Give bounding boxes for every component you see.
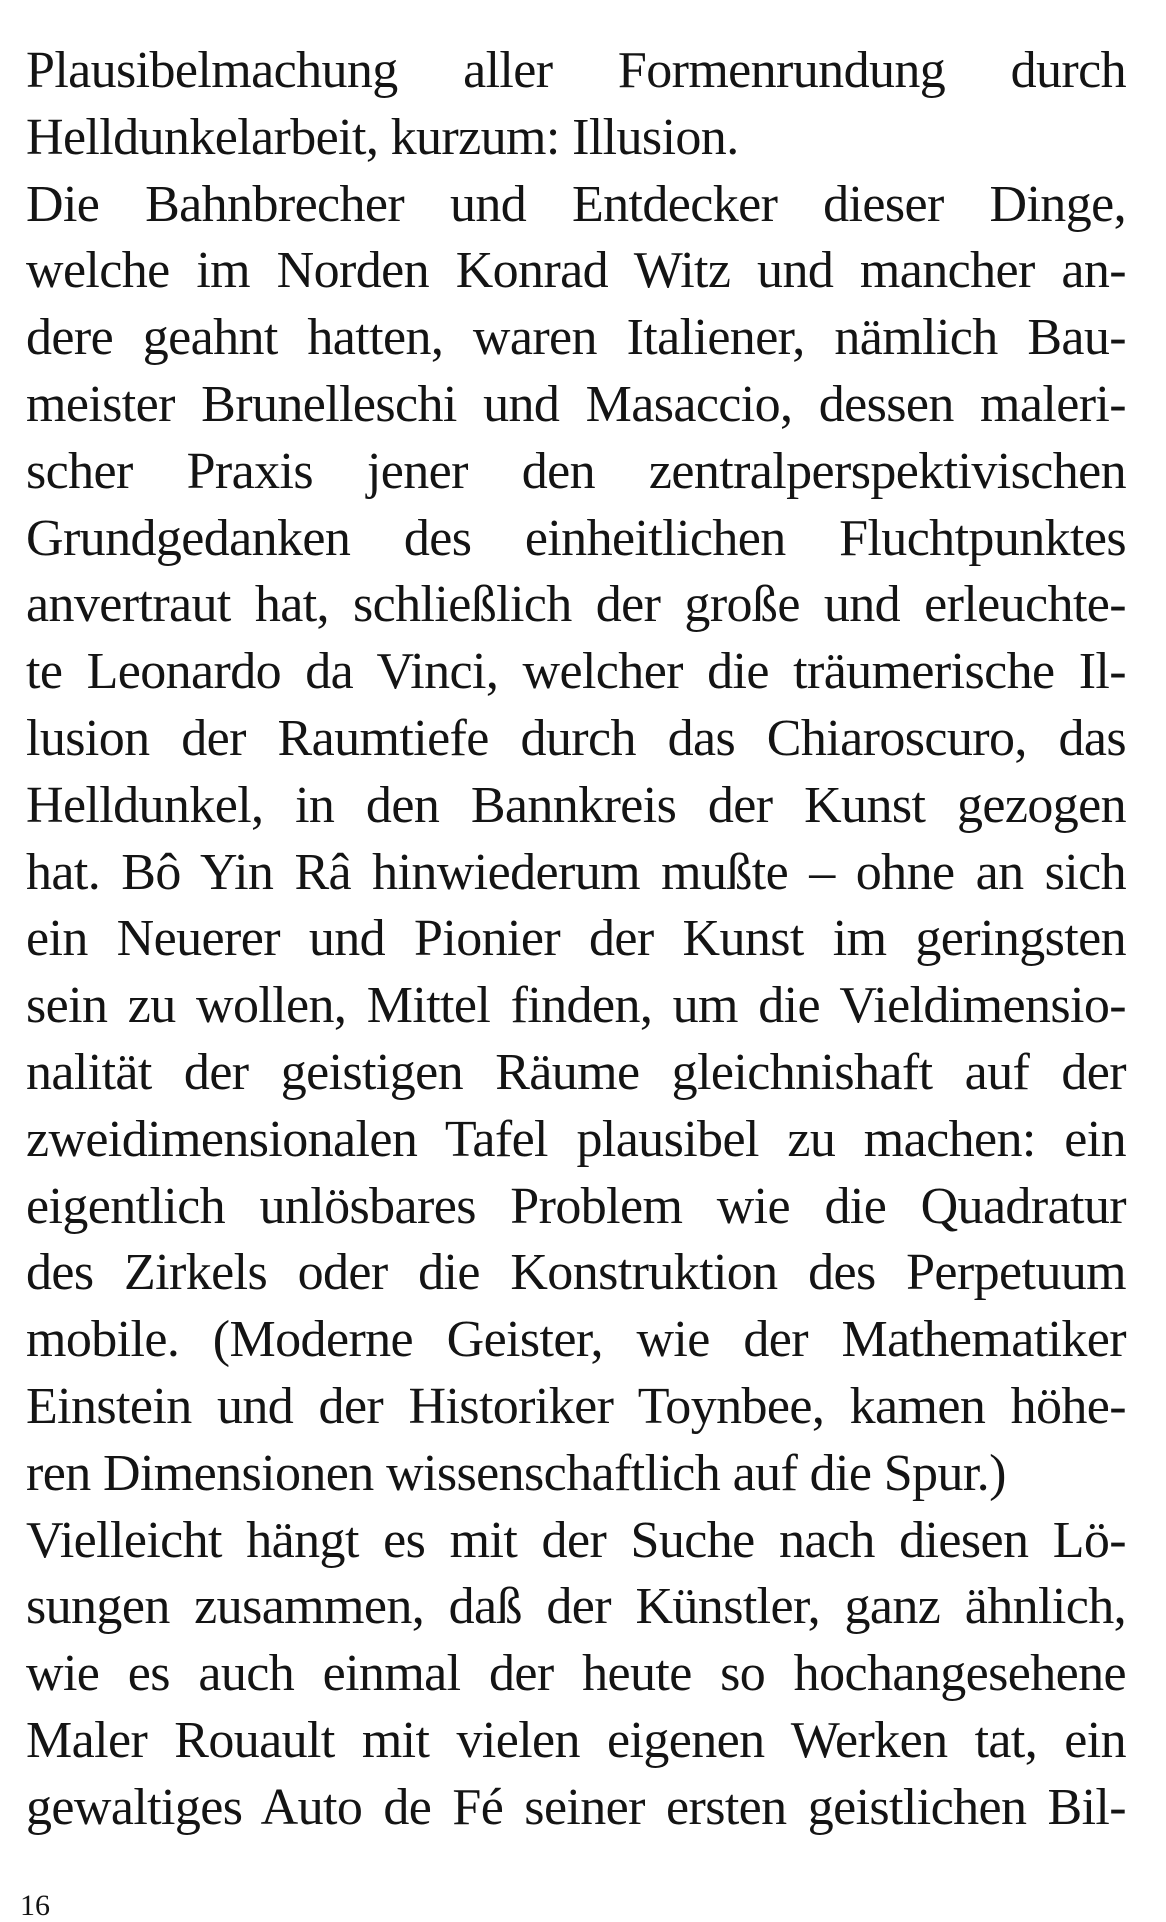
text-line: wie es auch einmal der heute so hochangesehene (26, 1645, 1126, 1703)
text-line: Grundgedanken des einheitlichen Fluchtpunktes (26, 509, 1126, 567)
text-line: Helldunkelarbeit, kurzum: Illusion. (26, 108, 739, 166)
text-line: Einstein und der Historiker Toynbee, kamen höhe- (26, 1377, 1126, 1435)
text-line: mobile. (Moderne Geister, wie der Mathematiker (26, 1311, 1126, 1369)
text-line: hat. Bô Yin Râ hinwiederum mußte – ohne an sich (26, 843, 1126, 901)
text-line: gewaltiges Auto de Fé seiner ersten geistlichen Bil- (26, 1778, 1126, 1836)
page-number: 16 (20, 1889, 50, 1922)
text-line: eigentlich unlösbares Problem wie die Quadratur (26, 1177, 1126, 1235)
text-line: anvertraut hat, schließlich der große und erleuchte- (26, 576, 1126, 634)
text-line: ren Dimensionen wissenschaftlich auf die Spur.) (26, 1444, 1006, 1502)
text-line: Maler Rouault mit vielen eigenen Werken tat, ein (26, 1711, 1126, 1769)
text-line: Plausibelmachung aller Formenrundung durch (26, 42, 1126, 99)
text-line: sein zu wollen, Mittel finden, um die Vieldimensio- (26, 977, 1126, 1035)
text-line: dere geahnt hatten, waren Italiener, nämlich Bau- (26, 309, 1126, 367)
text-line: zweidimensionalen Tafel plausibel zu machen: ein (26, 1110, 1126, 1168)
text-line: te Leonardo da Vinci, welcher die träumerische Il- (26, 643, 1126, 701)
text-line: meister Brunelleschi und Masaccio, dessen maleri- (26, 375, 1126, 433)
text-line: sungen zusammen, daß der Künstler, ganz ähnlich, (26, 1578, 1126, 1636)
body-text (26, 38, 1126, 1842)
text-line: Helldunkel, in den Bannkreis der Kunst gezogen (26, 776, 1126, 834)
text-line: Vielleicht hängt es mit der Suche nach diesen Lö- (26, 1511, 1126, 1569)
text-line: ein Neuerer und Pionier der Kunst im geringsten (26, 910, 1126, 968)
text-line: welche im Norden Konrad Witz und mancher an- (26, 242, 1126, 300)
text-line: scher Praxis jener den zentralperspektivischen (26, 442, 1126, 500)
text-line: Die Bahnbrecher und Entdecker dieser Dinge, (26, 175, 1126, 233)
text-line: des Zirkels oder die Konstruktion des Perpetuum (26, 1244, 1126, 1302)
text-line: lusion der Raumtiefe durch das Chiaroscuro, das (26, 709, 1126, 767)
text-line: nalität der geistigen Räume gleichnishaft auf der (26, 1043, 1126, 1101)
